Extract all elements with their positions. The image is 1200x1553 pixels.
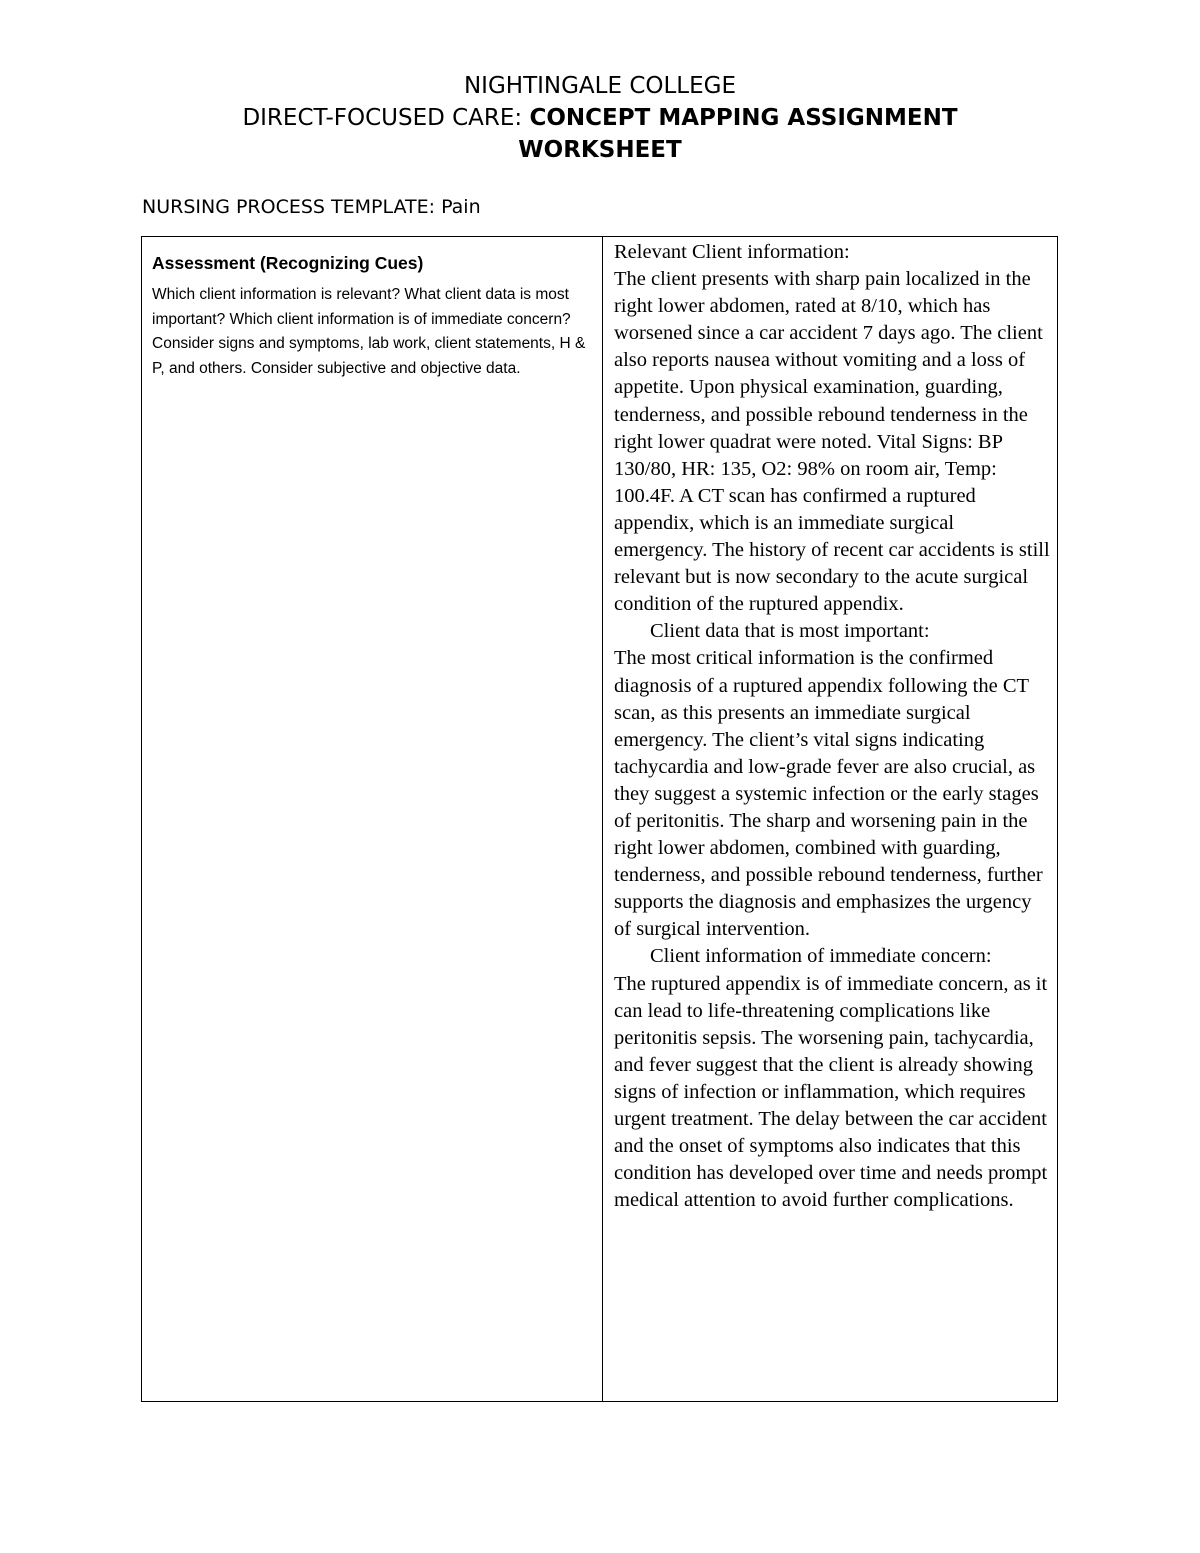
immediate-concern-text: The ruptured appendix is of immediate concern, as it can lead to life-threatening complications like peritonitis sepsis. The worsening pain, tachycardia, and fever suggest that the client is already showing signs of infection or inflammation, which requires urgent treatment. The delay between the car accident and the onset of symptoms also indicates that this condition has developed over time and needs prompt medical attention to avoid further complications. [614,972,1048,1212]
assessment-prompt-cell [152,251,592,381]
worksheet-title: WORKSHEET [518,137,682,163]
important-data-label: Client data that is most important: [650,620,930,643]
relevant-info-text: The client presents with sharp pain localized in the right lower abdomen, rated at 8/10, which has worsened since a car accident 7 days ago. The client also reports nausea without vomiting and a loss of appetite. Upon physical examination, guarding, tenderness, and possible rebound tenderness in the right lower quadrat were noted. Vital Signs: BP 130/80, HR: 135, O2: 98% on room air, Temp: 100.4F. A CT scan has confirmed a ruptured appendix, which is an immediate surgical emergency. The history of recent car accidents is still relevant but is now secondary to the acute surgical condition of the ruptured appendix. [614,268,1050,616]
assessment-prompt: Which client information is relevant? What client data is most important? Which client information is of immediate concern? Consider signs and symptoms, lab work, client statements, H & P, and others. Consider subjective and objective data. [152,286,586,377]
college-name: NIGHTINGALE COLLEGE [463,73,737,99]
important-data-text: The most critical information is the confirmed diagnosis of a ruptured appendix following the CT scan, as this presents an immediate surgical emergency. The client’s vital signs indicating tachycardia and low-grade fever are also crucial, as they suggest a systemic infection or the early stages of peritonitis. The sharp and worsening pain in the right lower abdomen, combined with guarding, tenderness, and possible rebound tenderness, further supports the diagnosis and emphasizes the urgency of surgical intervention. [614,647,1043,941]
assessment-table [141,236,1058,1402]
immediate-concern-label: Client information of immediate concern: [650,945,992,968]
assessment-response-cell [614,239,1052,1214]
document-header [0,70,1200,166]
template-title: NURSING PROCESS TEMPLATE: Pain [142,196,481,218]
course-title-bold: CONCEPT MAPPING ASSIGNMENT [529,105,958,131]
course-prefix: DIRECT-FOCUSED CARE: [242,105,530,131]
course-title [0,102,1200,134]
assessment-heading: Assessment (Recognizing Cues) [152,253,424,273]
relevant-info-label: Relevant Client information: [614,241,850,263]
column-divider [602,237,603,1401]
